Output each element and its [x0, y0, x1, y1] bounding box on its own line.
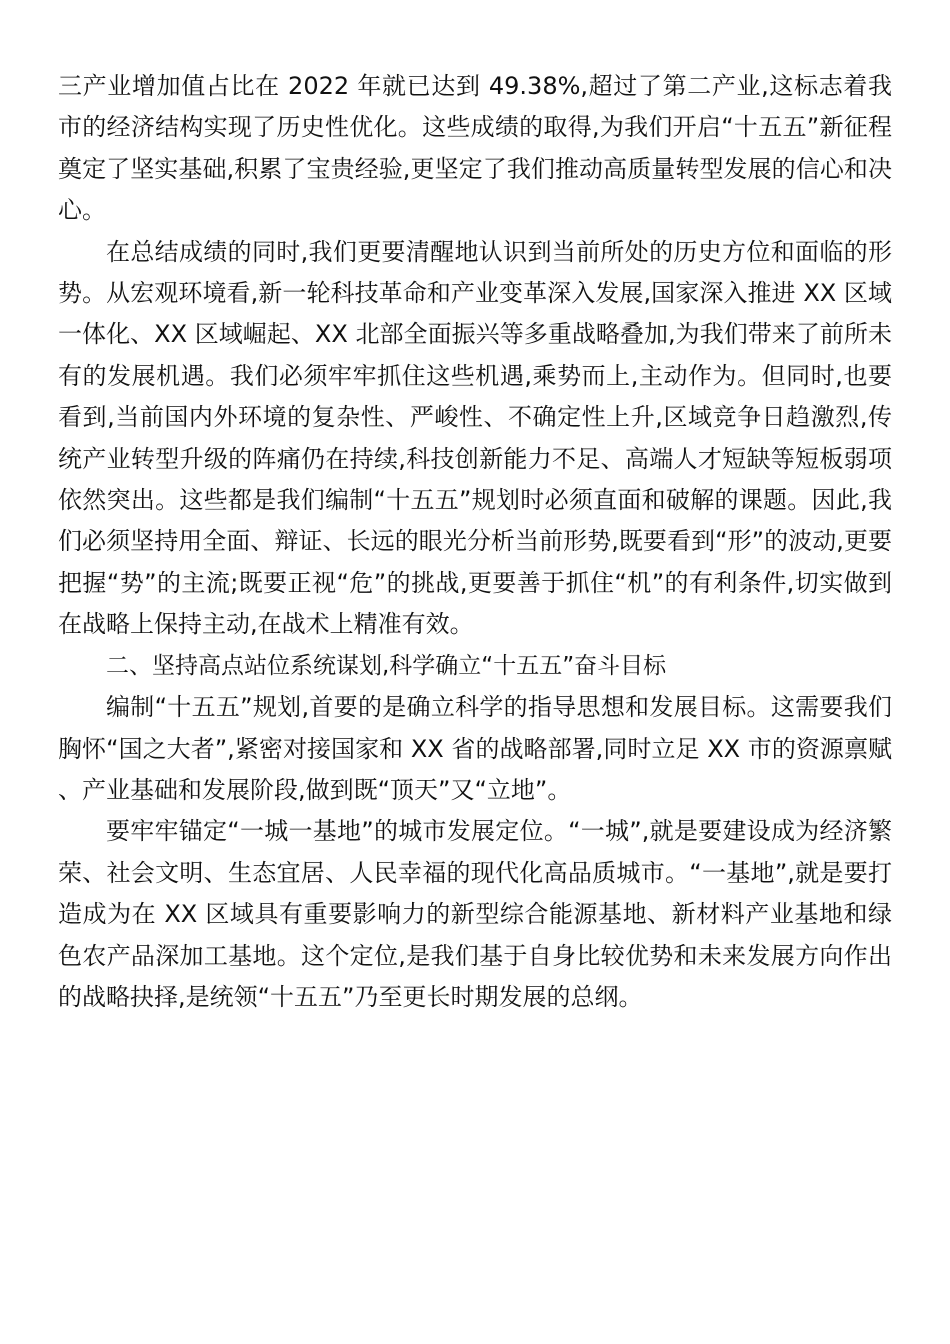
paragraph-guiding-thought: 编制“十五五”规划,首要的是确立科学的指导思想和发展目标。这需要我们胸怀“国之大者”,紧密对接国家和 XX 省的战略部署,同时立足 XX 市的资源禀赋、产业基础和发展阶段,做到既“顶天”又“立地”。 [58, 693, 892, 804]
paragraph-city-positioning: 要牢牢锚定“一城一基地”的城市发展定位。“一城”,就是要建设成为经济繁荣、社会文明、生态宜居、人民幸福的现代化高品质城市。“一基地”,就是要打造成为在 XX 区域具有重要影响力的新型综合能源基地、新材料产业基地和绿色农产品深加工基地。这个定位,是我们基于自身比较优势和未来发展方向作出的战略抉择,是统领“十五五”乃至更长时期发展的总纲。 [58, 817, 892, 1011]
section-heading-two: 二、坚持高点站位系统谋划,科学确立“十五五”奋斗目标 [106, 652, 667, 679]
paragraph-continuation: 三产业增加值占比在 2022 年就已达到 49.38%,超过了第二产业,这标志着我市的经济结构实现了历史性优化。这些成绩的取得,为我们开启“十五五”新征程奠定了坚实基础,积累了宝贵经验,更坚定了我们推动高质量转型发展的信心和决心。 [58, 72, 892, 225]
paragraph-situation-analysis: 在总结成绩的同时,我们更要清醒地认识到当前所处的历史方位和面临的形势。从宏观环境看,新一轮科技革命和产业变革深入发展,国家深入推进 XX 区域一体化、XX 区域崛起、XX 北部全面振兴等多重战略叠加,为我们带来了前所未有的发展机遇。我们必须牢牢抓住这些机遇,乘势而上,主动作为。但同时,也要看到,当前国内外环境的复杂性、严峻性、不确定性上升,区域竞争日趋激烈,传统产业转型升级的阵痛仍在持续,科技创新能力不足、高端人才短缺等短板弱项依然突出。这些都是我们编制“十五五”规划时必须直面和破解的课题。因此,我们必须坚持用全面、辩证、长远的眼光分析当前形势,既要看到“形”的波动,更要把握“势”的主流;既要正视“危”的挑战,更要善于抓住“机”的有利条件,切实做到在战略上保持主动,在战术上精准有效。 [58, 237, 892, 639]
document-page [58, 66, 892, 1018]
